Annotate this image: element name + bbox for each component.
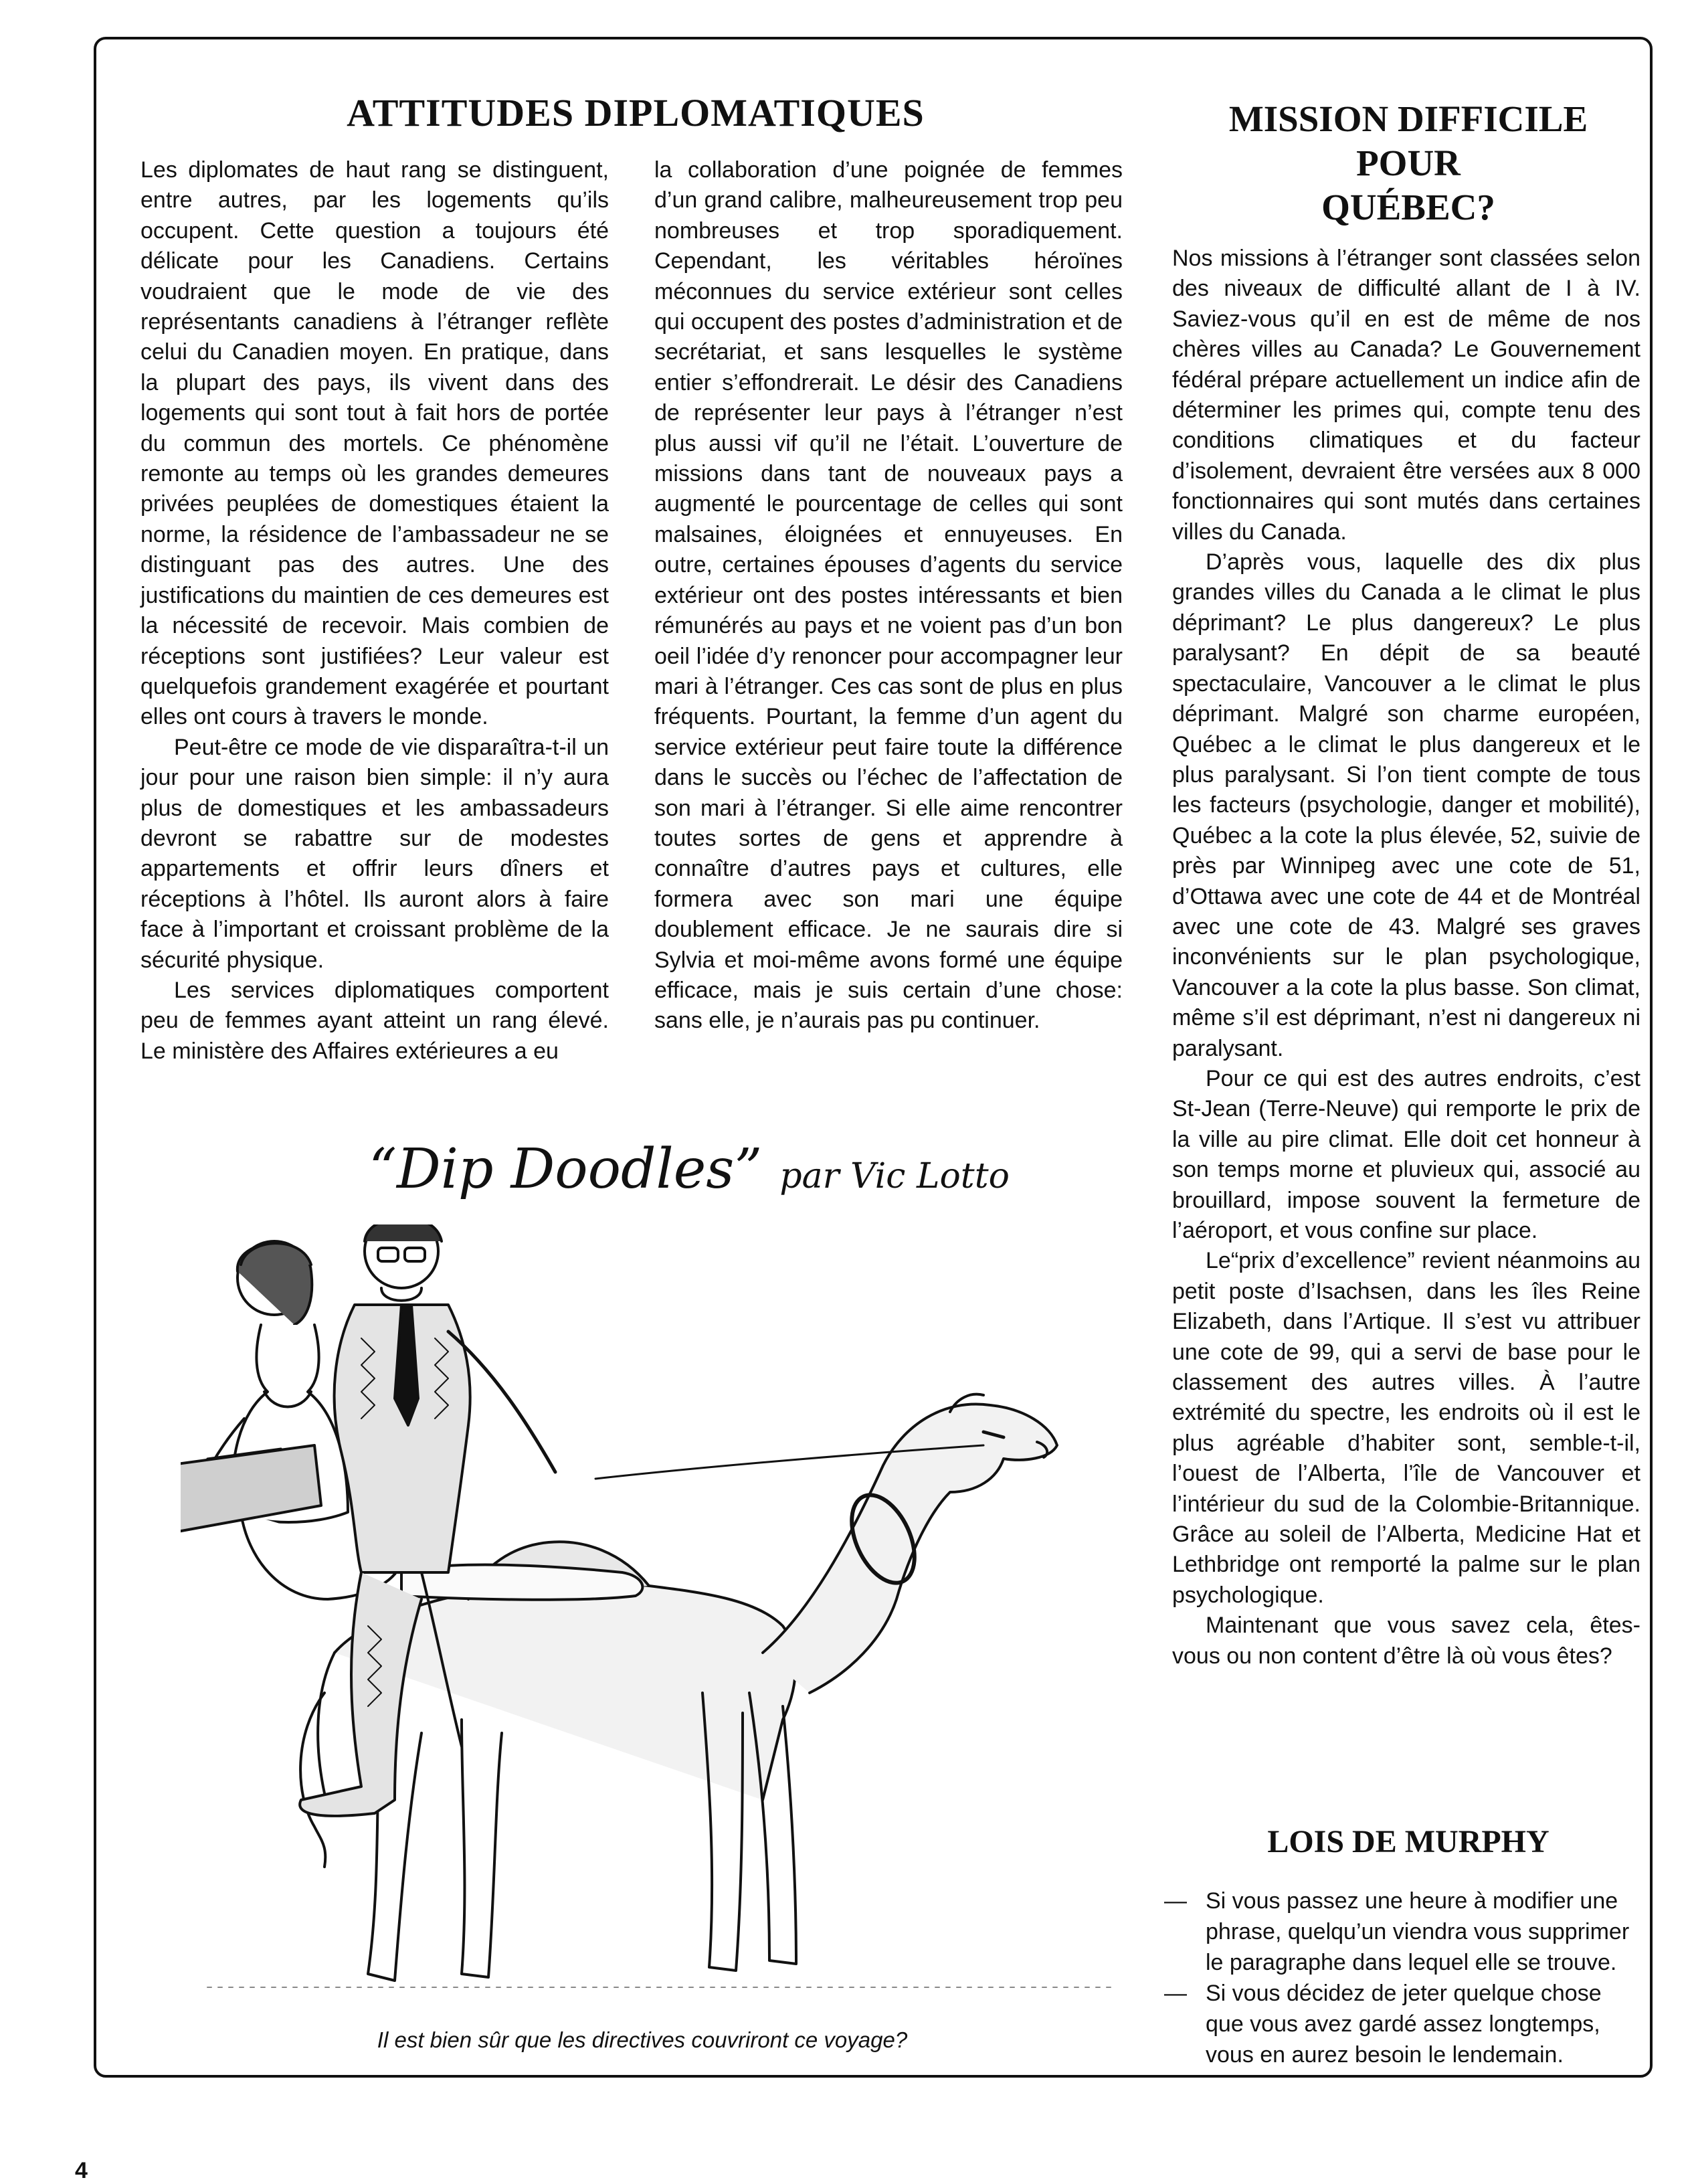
paragraph: la collaboration d’une poignée de femmes d’un grand calibre, malheureusement trop peu nombreuses et trop sporadiquement. Cependant, les véritables héroïnes méconnues du service extérieur sont celles qui occupent des postes d’administration et de secrétariat, et sans lesquelles le système entier s’effondrerait. Le désir des Canadiens de représenter leur pays à l’étranger n’est plus aussi vif qu’il ne l’était. L’ouverture de missions dans tant de nouveaux pays a augmenté le pourcentage de celles qui sont malsaines, éloignées et ennuyeuses. En outre, certaines épouses d’agents du service extérieur ont des postes intéressants et bien rémunérés au pays et ne voient pas d’un bon oeil l’idée d’y renoncer pour accompagner leur mari à l’étranger. Ces cas sont de plus en plus fréquents. Pourtant, la femme d’un agent du service extérieur peut faire toute la différence dans le succès ou l’échec de l’affectation de son mari à l’étranger. Si elle aime rencontrer toutes sortes de gens et apprendre à connaître d’autres pays et cultures, elle formera avec son mari une équipe doublement efficace. Je ne saurais dire si Sylvia et moi-même avons formé une équipe efficace, mais je suis certain d’une chose: sans elle, je n’aurais pas pu continuer. bbox=[654, 157, 1123, 1034]
cartoon-caption: Il est bien sûr que les directives couvriront ce voyage? bbox=[377, 2027, 908, 2052]
attitudes-column-2 bbox=[654, 155, 1123, 1036]
murphy-law-text: Si vous décidez de jeter quelque chose que vous avez gardé assez longtemps, vous en aurez besoin le lendemain. bbox=[1206, 1981, 1602, 2068]
murphy-list bbox=[1164, 1886, 1640, 2070]
paragraph: Maintenant que vous savez cela, êtes-vous ou non content d’être là où vous êtes? bbox=[1172, 1613, 1640, 1669]
paragraph: Peut-être ce mode de vie disparaîtra-t-il un jour pour une raison bien simple: il n’y aura plus de domestiques et les ambassadeurs devront se rabattre sur de modestes appartements et offrir leurs dîners et réceptions à l’hôtel. Ils auront alors à faire face à l’important et croissant problème de la sécurité physique. bbox=[140, 734, 609, 973]
murphy-law-text: Si vous passez une heure à modifier une phrase, quelqu’un viendra vous supprimer le paragraphe dans lequel elle se trouve. bbox=[1206, 1888, 1630, 1975]
paragraph: Le“prix d’excellence” revient néanmoins au petit poste d’Isachsen, dans les îles Reine Elizabeth, dans l’Artique. Il s’est vu attribuer une cote de 99, qui a servi de base pour le classement des autres villes. À l’autre extrémité du spectre, les endroits où il est le plus agréable d’habiter sont, semble-t-il, l’ouest de l’Alberta, l’île de Vancouver et l’intérieur du sud de la Colombie-Britannique. Grâce au soleil de l’Alberta, Medicine Hat et Lethbridge ont remporté la palme sur le plan psychologique. bbox=[1172, 1248, 1640, 1608]
list-item bbox=[1164, 1978, 1640, 2070]
attitudes-column-1 bbox=[140, 155, 609, 1067]
heading-line: MISSION DIFFICILE bbox=[1228, 98, 1588, 139]
cartoon-credit: par Vic Lotto bbox=[779, 1156, 1010, 1196]
cartoon-title bbox=[294, 1138, 1084, 1201]
camel-cartoon-illustration bbox=[181, 1224, 1131, 2027]
heading-line: POUR bbox=[1356, 143, 1461, 183]
dash-bullet: — bbox=[1164, 1888, 1187, 1914]
list-item bbox=[1164, 1886, 1640, 1978]
paragraph: D’après vous, laquelle des dix plus grandes villes du Canada a le climat le plus déprimant? Le plus dangereux? Le plus paralysant? En dépit de sa beauté spectaculaire, Vancouver a le climat le plus déprimant. Malgré son charme européen, Québec a le climat le plus dangereux et le plus paralysant. Si l’on tient compte de tous les facteurs (psychologie, danger et mobilité), Québec a la cote la plus élevée, 52, suivie de près par Winnipeg avec une cote de 51, d’Ottawa avec une cote de 44 et de Montréal avec une cote de 43. Malgré ses graves inconvénients sur le plan psychologique, Vancouver a la cote la plus basse. Son climat, même s’il est déprimant, n’est ni dangereux ni paralysant. bbox=[1172, 549, 1640, 1061]
paragraph: Nos missions à l’étranger sont classées selon des niveaux de difficulté allant de I à IV. Saviez-vous qu’il en est de même de nos chères villes au Canada? Le Gouvernement fédéral prépare actuellement un indice afin de déterminer les primes qui, compte tenu des conditions climatiques et du facteur d’isolement, devraient être versées aux 8 000 fonctionnaires qui sont mutés dans certaines villes du Canada. bbox=[1172, 246, 1640, 545]
page-number: 4 bbox=[75, 2158, 88, 2183]
heading-line: QUÉBEC? bbox=[1321, 187, 1495, 227]
paragraph: Les services diplomatiques comportent peu de femmes ayant atteint un rang élevé. Le ministère des Affaires extérieures a eu bbox=[140, 977, 609, 1064]
dash-bullet: — bbox=[1164, 1981, 1187, 2006]
heading-mission-difficile bbox=[1164, 97, 1653, 230]
paragraph: Pour ce qui est des autres endroits, c’est St-Jean (Terre-Neuve) qui remporte le prix de la ville au pire climat. Elle doit cet honneur à son temps morne et pluvieux qui, associé au brouillard, impose souvent la fermeture de l’aéroport, et vous confine sur place. bbox=[1172, 1065, 1640, 1243]
paragraph: Les diplomates de haut rang se distinguent, entre autres, par les logements qu’ils occupent. Cette question a toujours été délicate pour les Canadiens. Certains voudraient que le mode de vie des représentants canadiens à l’étranger reflète celui du Canadien moyen. En pratique, dans la plupart des pays, ils vivent dans des logements qui sont tout à fait hors de portée du commun des mortels. Ce phénomène remonte au temps où les grandes demeures privées peuplées de domestiques étaient la norme, la résidence de l’ambassadeur ne se distinguant pas des autres. Une des justifications du maintien de ces demeures est la nécessité de recevoir. Mais combien de réceptions sont justifiées? Leur valeur est quelquefois grandement exagérée et pourtant elles ont cours à travers le monde. bbox=[140, 157, 609, 730]
mission-article bbox=[1172, 244, 1640, 1671]
heading-lois-de-murphy: LOIS DE MURPHY bbox=[1267, 1824, 1550, 1859]
heading-attitudes-diplomatiques: ATTITUDES DIPLOMATIQUES bbox=[347, 91, 925, 134]
cartoon-title-main: “Dip Doodles” bbox=[369, 1138, 763, 1201]
